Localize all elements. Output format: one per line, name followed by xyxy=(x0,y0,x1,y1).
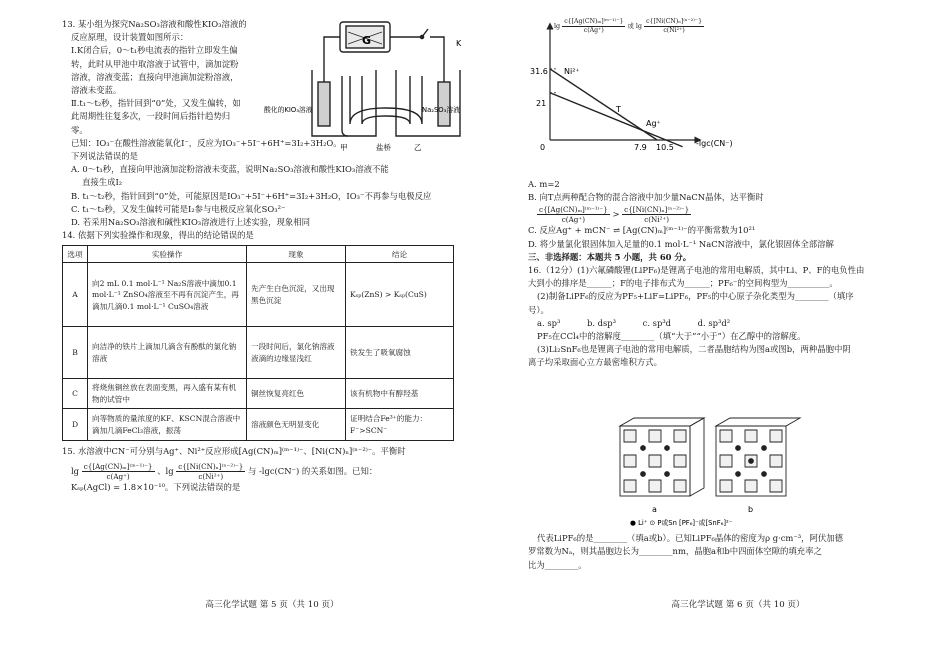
fraction-numerator: c{[Ni(CN)ₙ]⁽ⁿ⁻²⁾⁻} xyxy=(624,205,690,215)
q15-option: A. m=2 xyxy=(528,179,560,189)
switch-k-label: K xyxy=(456,39,462,48)
page-footer: 高三化学试题 第 5 页（共 10 页） xyxy=(205,600,339,610)
row-conclusion: 铁发生了吸氧腐蚀 xyxy=(346,327,454,379)
electrochemical-cell-diagram xyxy=(264,20,472,152)
row-operation: 向洁净的铁片上滴加几滴含有酚酞的氯化钠溶液 xyxy=(88,327,247,379)
crystal-structures xyxy=(600,418,800,528)
row-phenomenon: 先产生白色沉淀，又出现黑色沉淀 xyxy=(247,263,346,327)
left-page xyxy=(62,18,482,618)
row-key: D xyxy=(63,409,88,441)
left-solution-label: 酸化的KIO₃溶液 xyxy=(264,106,313,114)
cell-a-label: 甲 xyxy=(340,143,348,152)
header-cell: 结论 xyxy=(346,246,454,263)
q16-tail-line: 代表LiPF₆的是________（填a或b）。已知LiPF₆晶体的密度为ρ g·cm⁻³，阿伏加德 xyxy=(537,533,844,543)
table-row xyxy=(63,263,454,327)
crystal-cell-a xyxy=(620,418,704,496)
ni-series-label: Ni²⁺ xyxy=(564,67,580,76)
crystal-label-a: a xyxy=(652,505,657,514)
row-operation: 将烧焦铜丝放在表面变黑，再入盛有某有机物的试管中 xyxy=(88,379,247,409)
page-footer: 高三化学试题 第 6 页（共 10 页） xyxy=(671,600,805,610)
intersection-t-label: T xyxy=(616,105,621,114)
q15-line: 15. 水溶液中CN⁻可分别与Ag⁺、Ni²⁺反应形成[Ag(CN)ₘ]⁽ᵐ⁻¹⁾⁻、[Ni(CN)ₙ]⁽ⁿ⁻²⁾⁻。平衡时 xyxy=(62,446,406,457)
q13-option: C. t₁～t₂秒，又发生偏转可能是I₂参与电极反应氧化SO₃²⁻ xyxy=(71,203,286,214)
ag-series-line xyxy=(550,93,683,147)
fraction xyxy=(644,18,704,34)
q16-line: 离子均采取面心立方最密堆积方式。 xyxy=(528,357,662,368)
q13-line: Ⅱ.t₁～t₂秒，指针回到“0”处，又发生偏转，如 xyxy=(71,98,241,109)
q13-option: B. t₁～t₂秒，指针回到“0”处，可能原因是IO₃⁻+5I⁻+6H⁺=3I₂+3H₂O，IO₃⁻不再参与电极反应 xyxy=(71,190,432,201)
header-cell: 现象 xyxy=(247,246,346,263)
header-cell: 选项 xyxy=(63,246,88,263)
q16-line: 16.（12分）(1)六氟磷酸锂(LiPF₆)是锂离子电池的常用电解质，其中Li、P、F的电负性由 xyxy=(528,265,865,276)
q16-line: (2)制备LiPF₆的反应为PF₅+LiF=LiPF₆，PF₅的中心原子杂化类型为________（填序 xyxy=(537,291,854,302)
crystal-cell-b xyxy=(716,418,800,496)
q16-line: PF₅在CCl₄中的溶解度________（填“大于”“小于”）在乙醇中的溶解度。 xyxy=(537,331,806,342)
y-tick-label: 21 xyxy=(536,99,547,108)
q13-option: A. 0～t₁秒，直接向甲池滴加淀粉溶液未变蓝，说明Na₂SO₃溶液和酸性KIO₃溶液不能 xyxy=(71,164,389,175)
q15-line: Kₛₚ(AgCl) = 1.8×10⁻¹⁰。下列说法错误的是 xyxy=(71,481,241,492)
x-tick-label: 10.5 xyxy=(656,143,674,152)
q13-line: 转，此时从甲池中取溶液于试管中，滴加淀粉 xyxy=(71,58,239,69)
lg-text: lg xyxy=(71,465,80,476)
fraction xyxy=(537,205,610,224)
row-phenomenon: 溶液颜色无明显变化 xyxy=(247,409,346,441)
q15-options xyxy=(528,178,948,251)
fraction-denominator: c(Ag⁺) xyxy=(561,215,586,225)
q16-line: a. sp³ b. dsp³ c. sp³d d. sp³d² xyxy=(537,317,731,328)
q15-option: D. 将少量氯化银固体加入足量的0.1 mol·L⁻¹ NaCN溶液中，氯化银固体全部溶解 xyxy=(528,238,834,249)
fraction xyxy=(562,18,625,34)
row-conclusion: 该有机物中有醇羟基 xyxy=(346,379,454,409)
q16-line: 大到小的排序是______；F的电子排布式为______；PF₆⁻的空间构型为__________。 xyxy=(528,278,838,289)
y-tick-label: 31.6 xyxy=(530,67,548,76)
fraction-denominator: c(Ni²⁺) xyxy=(663,26,685,34)
q14-stem: 14. 依据下列实验操作和现象，得出的结论错误的是 xyxy=(62,230,254,241)
q13-line: 零。 xyxy=(71,124,88,135)
q13-line: 溶液，溶液变蓝；直接向甲池滴加淀粉溶液， xyxy=(71,71,239,82)
fraction-denominator: c(Ni²⁺) xyxy=(644,215,670,225)
q15-option: B. 向T点两种配合物的混合溶液中加少量NaCN晶体，达平衡时 xyxy=(528,192,764,203)
q13-line: 溶液未变蓝。 xyxy=(71,85,122,96)
row-key: C xyxy=(63,379,88,409)
row-phenomenon: 一段时间后，氯化钠溶液液滴的边缘显浅红 xyxy=(247,327,346,379)
question-14 xyxy=(62,229,482,441)
q15-option-b-fraction xyxy=(528,204,948,224)
row-conclusion: Kₛₚ(ZnS) > Kₛₚ(CuS) xyxy=(346,263,454,327)
row-key: A xyxy=(63,263,88,327)
fraction-denominator: c(Ag⁺) xyxy=(106,471,130,481)
q16-tail-line: 比为________。 xyxy=(528,559,587,570)
q13-line: 13. 某小组为探究Na₂SO₃溶液和酸性KIO₃溶液的 xyxy=(62,19,247,29)
q13-line: 已知：IO₃⁻在酸性溶液能氧化I⁻，反应为IO₃⁻+5I⁻+6H⁺=3I₂+3H₂O。 xyxy=(71,137,342,148)
section-3-heading: 三、非选择题：本题共 5 小题，共 60 分。 xyxy=(528,251,692,262)
y-axis-or: 或 lg xyxy=(627,22,643,30)
fraction xyxy=(82,462,155,481)
q13-line: 下列说法错误的是 xyxy=(71,151,138,162)
fraction-numerator: c{[Ag(CN)ₘ]⁽ᵐ⁻¹⁾⁻} xyxy=(83,461,153,471)
question-16 xyxy=(528,264,948,370)
row-operation: 向等物质的量浓度的KF、KSCN混合溶液中滴加几滴FeCl₃溶液，振荡 xyxy=(88,409,247,441)
separator-text: 、lg xyxy=(157,465,174,476)
y-axis-label xyxy=(554,18,704,34)
fraction-numerator: c{[Ni(CN)ₙ]⁽ⁿ⁻²⁾⁻} xyxy=(646,18,703,25)
q16-tail-line: 罗常数为Nₐ，则其晶胞边长为________nm，晶胞a和b中四面体空隙的填充率之 xyxy=(528,546,822,557)
row-phenomenon: 铜丝恢复亮红色 xyxy=(247,379,346,409)
q13-line: 反应原理，设计装置如图所示： xyxy=(71,32,189,43)
q16-line: 号）。 xyxy=(528,304,549,315)
right-solution-label: Na₂SO₃溶液 xyxy=(422,106,460,114)
meter-g-label: G xyxy=(362,34,372,47)
q13-option: 直接生成I₂ xyxy=(82,177,123,188)
x-axis-label: -lgc(CN⁻) xyxy=(696,139,733,148)
q15-tail-text: 与 -lgc(CN⁻) 的关系如图。已知： xyxy=(247,465,378,476)
fraction-denominator: c(Ni²⁺) xyxy=(198,471,224,481)
row-key: B xyxy=(63,327,88,379)
q15-line xyxy=(62,461,482,481)
q13-line: Ⅰ.K闭合后，0～t₁秒电流表的指针立即发生偏 xyxy=(71,45,238,56)
q13-line: 此周期性往复多次，一段时间后指针趋势归 xyxy=(71,111,231,122)
q15-option: C. 反应Ag⁺ + mCN⁻ ⇌ [Ag(CN)ₘ]⁽ᵐ⁻¹⁾⁻的平衡常数为10²¹ xyxy=(528,225,756,236)
x-tick-label: 7.9 xyxy=(634,143,647,152)
q14-table xyxy=(62,245,454,441)
y-axis-lg: lg xyxy=(554,22,561,30)
salt-bridge-label: 盐桥 xyxy=(376,143,391,152)
lg-ratio-graph xyxy=(528,18,788,178)
comparison-operator: > xyxy=(612,209,620,220)
fraction-denominator: c(Ag⁺) xyxy=(583,26,604,34)
ag-series-label: Ag⁺ xyxy=(646,119,661,128)
cell-b-label: 乙 xyxy=(414,143,422,152)
row-operation: 向2 mL 0.1 mol·L⁻¹ Na₂S溶液中滴加0.1 mol·L⁻¹ ZnSO₄溶液至不再有沉淀产生，再滴加几滴0.1 mol·L⁻¹ CuSO₄溶液 xyxy=(88,263,247,327)
header-cell: 实验操作 xyxy=(88,246,247,263)
origin-label: 0 xyxy=(540,143,546,152)
table-row xyxy=(63,327,454,379)
table-row xyxy=(63,409,454,441)
table-row xyxy=(63,379,454,409)
fraction-numerator: c{[Ag(CN)ₘ]⁽ᵐ⁻¹⁾⁻} xyxy=(539,205,608,215)
fraction xyxy=(622,205,691,224)
q16-line: (3)Li₂SnF₆也是锂离子电池的常用电解质，二者晶胞结构为图a或图b，两种晶胞中阴 xyxy=(537,344,851,355)
crystal-legend: ● Li⁺ ⊙ P或Sn [PF₆]⁻或[SnF₆]²⁻ xyxy=(630,519,733,527)
q16-tail xyxy=(528,532,948,572)
row-conclusion: 证明结合Fe³⁺的能力：F⁻>SCN⁻ xyxy=(346,409,454,441)
fraction xyxy=(176,462,245,481)
fraction-numerator: c{[Ni(CN)ₙ]⁽ⁿ⁻²⁾⁻} xyxy=(178,461,244,471)
fraction-numerator: c{[Ag(CN)ₘ]⁽ᵐ⁻¹⁾⁻} xyxy=(564,18,624,25)
crystal-label-b: b xyxy=(748,505,754,514)
question-15 xyxy=(62,445,482,493)
q13-option: D. 若采用Na₂SO₃溶液和碱性KIO₃溶液进行上述实验，现象相同 xyxy=(71,217,311,228)
table-header xyxy=(63,246,454,263)
